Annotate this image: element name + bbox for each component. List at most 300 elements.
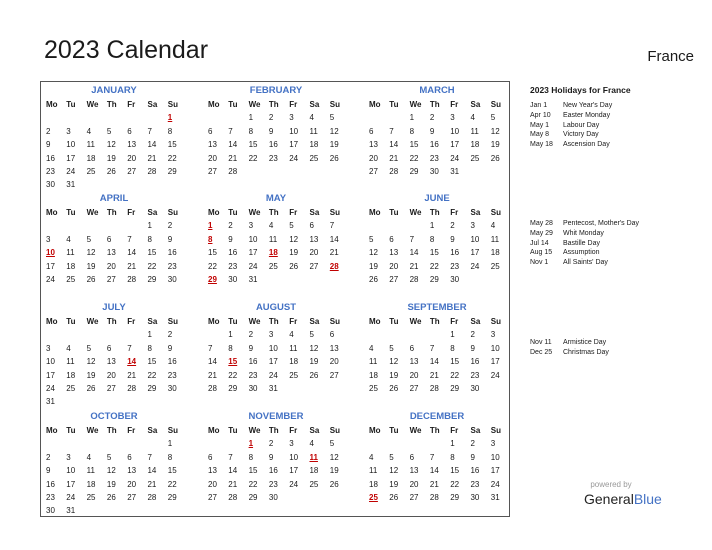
day-cell: 8: [167, 126, 173, 136]
day-cell: 13: [369, 140, 378, 150]
day-cell: 12: [86, 248, 96, 258]
holiday-name: All Saints' Day: [563, 259, 608, 267]
day-cell: 26: [369, 274, 378, 284]
holiday-date: Nov 1: [530, 259, 549, 267]
day-cell: 29: [167, 166, 177, 176]
day-cell: 1: [450, 330, 455, 340]
day-cell: 1: [228, 330, 233, 340]
day-cell: 20: [208, 153, 217, 163]
day-cell: 14: [208, 357, 217, 367]
holiday-row: [530, 219, 639, 229]
day-cell: 24: [268, 370, 278, 380]
country-label: France: [647, 48, 694, 65]
holiday-date: Dec 25: [530, 348, 553, 356]
day-cell: 11: [470, 126, 479, 136]
day-cell: 12: [86, 357, 96, 367]
day-cell: 31: [66, 506, 76, 516]
day-cell: 2: [268, 113, 274, 123]
weekday-header: We: [86, 100, 99, 109]
day-cell: 11: [66, 357, 75, 367]
day-cell: 14: [127, 357, 137, 367]
day-cell: 17: [289, 140, 299, 150]
holiday-name: Easter Monday: [563, 111, 611, 119]
empty-cell: [84, 437, 104, 450]
weekday-header: Sa: [309, 317, 320, 326]
day-cell: 18: [309, 466, 319, 476]
day-cell: 1: [248, 439, 254, 449]
day-cell: 5: [106, 452, 112, 462]
day-cell: 6: [106, 343, 112, 353]
day-cell: 31: [450, 166, 460, 176]
weekday-header: Th: [106, 426, 117, 435]
holiday-date: May 29: [530, 229, 553, 237]
month-december: [366, 410, 508, 504]
day-cell: 18: [289, 357, 299, 367]
weekday-header: Mo: [46, 100, 58, 109]
day-cell: 7: [127, 234, 132, 244]
day-cell: 30: [228, 274, 238, 284]
holiday-date: May 8: [530, 131, 550, 139]
weekday-header: Mo: [369, 100, 381, 109]
day-cell: 20: [369, 153, 378, 163]
day-cell: 24: [248, 261, 258, 271]
day-cell: 9: [268, 126, 274, 136]
empty-cell: [104, 219, 124, 232]
day-cell: 28: [147, 492, 157, 502]
weekday-header: Su: [167, 426, 179, 435]
empty-cell: [366, 219, 386, 232]
day-cell: 8: [429, 234, 435, 244]
day-cell: 22: [248, 153, 258, 163]
day-cell: 12: [369, 248, 378, 258]
day-cell: 30: [46, 180, 55, 190]
day-cell: 1: [450, 439, 455, 449]
empty-cell: [124, 328, 144, 341]
day-cell: 19: [309, 357, 319, 367]
day-cell: 19: [369, 261, 378, 271]
day-cell: 1: [147, 330, 152, 340]
holiday-date: May 1: [530, 121, 550, 129]
day-cell: 26: [329, 153, 339, 163]
day-cell: 5: [106, 126, 112, 136]
month-grid: [205, 206, 347, 286]
day-cell: 14: [147, 466, 157, 476]
weekday-header: Sa: [147, 208, 158, 217]
month-name: MAY: [265, 193, 287, 204]
weekday-header: Sa: [470, 317, 481, 326]
weekday-header: Tu: [66, 208, 76, 217]
day-cell: 23: [167, 261, 177, 271]
day-cell: 6: [309, 221, 314, 231]
empty-cell: [225, 111, 245, 124]
day-cell: 16: [268, 140, 278, 150]
day-cell: 18: [66, 370, 76, 380]
day-cell: 10: [490, 452, 500, 462]
month-grid: [366, 98, 508, 178]
generalblue-logo[interactable]: [584, 491, 662, 507]
weekday-header: Su: [490, 317, 502, 326]
month-april: [43, 192, 185, 286]
day-cell: 11: [309, 126, 318, 136]
weekday-header: Sa: [470, 100, 481, 109]
day-cell: 9: [228, 234, 233, 244]
weekday-header: Su: [329, 426, 341, 435]
month-september: [366, 301, 508, 395]
day-cell: 26: [86, 383, 96, 393]
day-cell: 10: [289, 452, 299, 462]
weekday-header: Mo: [208, 100, 220, 109]
day-cell: 29: [228, 383, 238, 393]
day-cell: 1: [409, 113, 415, 123]
day-cell: 16: [268, 466, 278, 476]
day-cell: 13: [208, 466, 217, 476]
weekday-header: Th: [268, 317, 279, 326]
weekday-header: Tu: [228, 208, 238, 217]
day-cell: 3: [66, 126, 71, 136]
day-cell: 25: [470, 153, 480, 163]
day-cell: 7: [228, 126, 233, 136]
day-cell: 2: [268, 439, 274, 449]
day-cell: 16: [248, 357, 258, 367]
empty-cell: [43, 437, 63, 450]
day-cell: 2: [167, 221, 173, 231]
day-cell: 10: [470, 234, 480, 244]
day-cell: 22: [450, 479, 460, 489]
day-cell: 27: [409, 492, 419, 502]
day-cell: 27: [369, 166, 378, 176]
day-cell: 12: [289, 234, 299, 244]
empty-cell: [407, 328, 427, 341]
weekday-header: Su: [167, 317, 179, 326]
day-cell: 5: [389, 343, 394, 353]
empty-cell: [427, 328, 447, 341]
day-cell: 12: [389, 357, 399, 367]
weekday-header: We: [409, 317, 422, 326]
day-cell: 24: [66, 166, 76, 176]
day-cell: 18: [490, 248, 500, 258]
holiday-row: [530, 121, 612, 131]
day-cell: 24: [470, 261, 480, 271]
day-cell: 25: [86, 166, 96, 176]
weekday-header: Tu: [66, 317, 76, 326]
day-cell: 7: [208, 343, 213, 353]
day-cell: 12: [329, 452, 339, 462]
day-cell: 28: [127, 383, 137, 393]
day-cell: 3: [289, 439, 294, 449]
day-cell: 3: [490, 439, 496, 449]
weekday-header: Su: [167, 208, 179, 217]
day-cell: 2: [46, 126, 51, 136]
day-cell: 6: [127, 126, 132, 136]
day-cell: 5: [329, 113, 335, 123]
day-cell: 16: [450, 248, 460, 258]
day-cell: 19: [86, 370, 96, 380]
weekday-header: Tu: [389, 100, 399, 109]
day-cell: 18: [86, 479, 96, 489]
day-cell: 23: [268, 479, 278, 489]
day-cell: 6: [369, 126, 374, 136]
day-cell: 24: [66, 492, 76, 502]
day-cell: 15: [450, 466, 460, 476]
weekday-header: Su: [490, 208, 502, 217]
day-cell: 21: [228, 153, 238, 163]
day-cell: 4: [490, 221, 496, 231]
day-cell: 3: [268, 330, 274, 340]
day-cell: 7: [147, 452, 152, 462]
day-cell: 8: [147, 343, 152, 353]
day-cell: 6: [389, 234, 394, 244]
day-cell: 11: [66, 248, 75, 258]
weekday-header: Tu: [389, 426, 399, 435]
day-cell: 13: [329, 343, 339, 353]
day-cell: 9: [429, 126, 435, 136]
weekday-header: Mo: [46, 317, 58, 326]
brand-general: General: [584, 491, 634, 507]
weekday-header: Th: [268, 426, 279, 435]
weekday-header: Th: [268, 208, 279, 217]
day-cell: 14: [228, 140, 238, 150]
empty-cell: [407, 437, 427, 450]
day-cell: 28: [127, 274, 137, 284]
holiday-group: [530, 219, 639, 268]
empty-cell: [205, 328, 225, 341]
day-cell: 13: [208, 140, 217, 150]
day-cell: 26: [106, 492, 116, 502]
day-cell: 21: [389, 153, 399, 163]
day-cell: 18: [86, 153, 96, 163]
day-cell: 9: [268, 452, 274, 462]
empty-cell: [144, 111, 164, 124]
day-cell: 20: [127, 479, 137, 489]
day-cell: 16: [46, 479, 55, 489]
weekday-header: Su: [329, 208, 341, 217]
day-cell: 10: [46, 357, 55, 367]
weekday-header: Su: [490, 100, 502, 109]
day-cell: 31: [490, 492, 500, 502]
day-cell: 10: [289, 126, 299, 136]
day-cell: 27: [127, 492, 137, 502]
weekday-header: Fr: [127, 317, 136, 326]
month-grid: [43, 206, 185, 286]
day-cell: 17: [46, 261, 55, 271]
day-cell: 4: [369, 343, 374, 353]
day-cell: 16: [46, 153, 55, 163]
weekday-header: Su: [329, 100, 341, 109]
day-cell: 19: [329, 140, 339, 150]
day-cell: 5: [490, 113, 496, 123]
day-cell: 11: [86, 140, 95, 150]
day-cell: 28: [208, 383, 217, 393]
weekday-header: Mo: [369, 426, 381, 435]
day-cell: 5: [86, 343, 92, 353]
day-cell: 15: [409, 140, 419, 150]
weekday-header: We: [86, 208, 99, 217]
month-grid: [205, 424, 347, 504]
month-name: JULY: [102, 302, 126, 313]
day-cell: 6: [329, 330, 335, 340]
empty-cell: [63, 219, 83, 232]
weekday-header: Mo: [369, 317, 381, 326]
day-cell: 9: [46, 466, 51, 476]
month-grid: [43, 424, 185, 518]
day-cell: 21: [127, 370, 137, 380]
day-cell: 21: [429, 479, 439, 489]
weekday-header: Th: [106, 100, 117, 109]
day-cell: 18: [268, 248, 278, 258]
day-cell: 27: [329, 370, 339, 380]
day-cell: 8: [167, 452, 173, 462]
day-cell: 1: [147, 221, 152, 231]
day-cell: 13: [389, 248, 399, 258]
day-cell: 17: [268, 357, 278, 367]
day-cell: 21: [429, 370, 439, 380]
month-grid: [205, 315, 347, 395]
day-cell: 13: [409, 357, 419, 367]
weekday-header: Fr: [450, 426, 459, 435]
day-cell: 9: [167, 343, 173, 353]
day-cell: 7: [429, 452, 435, 462]
day-cell: 22: [147, 261, 157, 271]
day-cell: 12: [389, 466, 399, 476]
weekday-header: We: [86, 317, 99, 326]
weekday-header: Mo: [46, 426, 58, 435]
day-cell: 23: [470, 370, 480, 380]
day-cell: 16: [228, 248, 238, 258]
holiday-date: May 28: [530, 220, 553, 227]
day-cell: 26: [86, 274, 96, 284]
weekday-header: Su: [329, 317, 341, 326]
day-cell: 22: [208, 261, 217, 271]
day-cell: 10: [490, 343, 500, 353]
day-cell: 29: [167, 492, 177, 502]
day-cell: 27: [409, 383, 419, 393]
month-name: FEBRUARY: [249, 85, 303, 96]
empty-cell: [43, 111, 63, 124]
powered-by-text: powered by: [590, 480, 632, 489]
empty-cell: [366, 328, 386, 341]
weekday-header: Tu: [228, 317, 238, 326]
day-cell: 30: [268, 492, 278, 502]
holiday-name: Bastille Day: [563, 239, 600, 247]
day-cell: 1: [208, 221, 213, 231]
day-cell: 27: [309, 261, 319, 271]
day-cell: 23: [228, 261, 238, 271]
weekday-header: Tu: [228, 426, 238, 435]
month-grid: [43, 98, 185, 192]
weekday-header: Tu: [66, 100, 76, 109]
day-cell: 1: [429, 221, 435, 231]
weekday-header: We: [248, 100, 261, 109]
day-cell: 27: [208, 492, 217, 502]
empty-cell: [104, 328, 124, 341]
day-cell: 12: [309, 343, 319, 353]
holiday-name: Christmas Day: [563, 348, 609, 356]
weekday-header: Th: [106, 317, 117, 326]
day-cell: 5: [369, 234, 374, 244]
holiday-date: May 18: [530, 141, 553, 149]
day-cell: 6: [208, 126, 213, 136]
day-cell: 24: [46, 383, 55, 393]
day-cell: 8: [450, 343, 455, 353]
day-cell: 8: [147, 234, 152, 244]
holiday-name: Labour Day: [563, 121, 600, 129]
weekday-header: Fr: [289, 317, 298, 326]
day-cell: 29: [450, 383, 460, 393]
day-cell: 18: [66, 261, 76, 271]
empty-cell: [386, 328, 406, 341]
holiday-row: [530, 101, 612, 111]
day-cell: 24: [46, 274, 55, 284]
day-cell: 14: [127, 248, 137, 258]
weekday-header: Fr: [127, 208, 136, 217]
weekday-header: We: [248, 317, 261, 326]
day-cell: 15: [208, 248, 217, 258]
month-name: NOVEMBER: [248, 411, 304, 422]
day-cell: 11: [369, 357, 378, 367]
holiday-name: Armistice Day: [563, 339, 607, 346]
weekday-header: Mo: [46, 208, 58, 217]
day-cell: 21: [208, 370, 217, 380]
day-cell: 17: [289, 466, 299, 476]
day-cell: 4: [66, 343, 71, 353]
day-cell: 25: [289, 370, 299, 380]
day-cell: 15: [167, 140, 177, 150]
day-cell: 21: [147, 153, 157, 163]
day-cell: 16: [429, 140, 439, 150]
weekday-header: Sa: [147, 317, 158, 326]
day-cell: 18: [309, 140, 319, 150]
weekday-header: Sa: [309, 100, 320, 109]
day-cell: 8: [208, 234, 213, 244]
day-cell: 18: [369, 370, 378, 380]
month-august: [205, 301, 347, 395]
weekday-header: Fr: [127, 426, 136, 435]
day-cell: 29: [409, 166, 419, 176]
day-cell: 13: [106, 248, 116, 258]
day-cell: 16: [167, 357, 177, 367]
weekday-header: Mo: [369, 208, 381, 217]
holiday-name: New Year's Day: [563, 102, 613, 109]
day-cell: 23: [450, 261, 460, 271]
holiday-row: [530, 111, 612, 121]
weekday-header: We: [409, 426, 422, 435]
day-cell: 9: [450, 234, 455, 244]
day-cell: 3: [289, 113, 294, 123]
empty-cell: [205, 437, 225, 450]
day-cell: 26: [490, 153, 500, 163]
day-cell: 20: [389, 261, 399, 271]
empty-cell: [43, 219, 63, 232]
day-cell: 13: [409, 466, 419, 476]
day-cell: 28: [429, 383, 439, 393]
empty-cell: [386, 437, 406, 450]
month-july: [43, 301, 185, 409]
weekday-header: Th: [429, 426, 440, 435]
day-cell: 21: [127, 261, 137, 271]
day-cell: 25: [369, 492, 378, 502]
day-cell: 22: [450, 370, 460, 380]
day-cell: 19: [289, 248, 299, 258]
weekday-header: Tu: [66, 426, 76, 435]
day-cell: 24: [490, 370, 500, 380]
day-cell: 29: [208, 274, 217, 284]
day-cell: 19: [389, 370, 399, 380]
holiday-row: [530, 130, 612, 140]
weekday-header: Fr: [289, 100, 298, 109]
holidays-title: 2023 Holidays for France: [530, 85, 631, 95]
day-cell: 11: [309, 452, 318, 462]
day-cell: 12: [329, 126, 339, 136]
